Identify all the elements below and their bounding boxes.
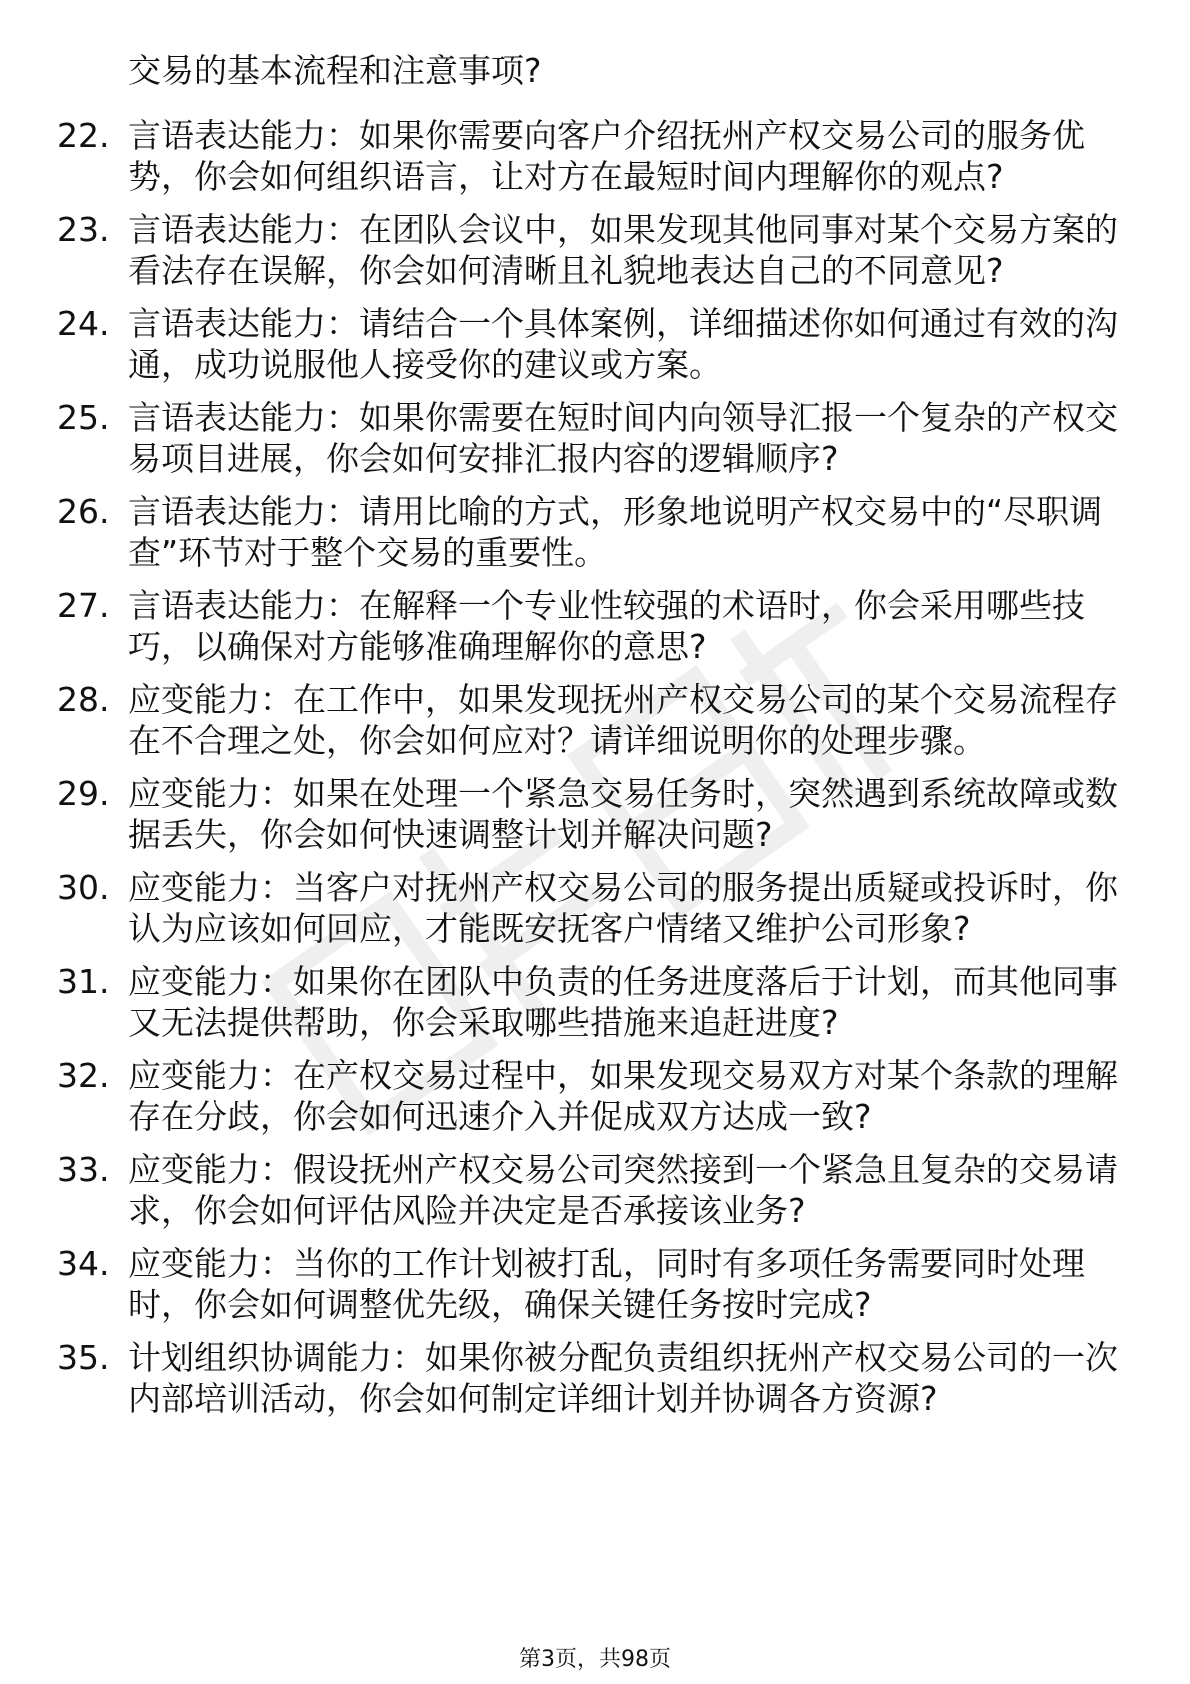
page-footer: 第3页，共98页 bbox=[519, 1647, 671, 1672]
list-item bbox=[0, 1055, 1118, 1137]
list-item bbox=[0, 397, 1118, 479]
question-text: 言语表达能力：在团队会议中，如果发现其他同事对某个交易方案的看法存在误解，你会如何清晰且礼貌地表达自己的不同意见? bbox=[128, 210, 1118, 290]
question-number: 28. bbox=[57, 680, 110, 719]
question-text: 言语表达能力：如果你需要在短时间内向领导汇报一个复杂的产权交易项目进展，你会如何安排汇报内容的逻辑顺序? bbox=[128, 398, 1118, 478]
list-item bbox=[0, 209, 1118, 291]
list-item bbox=[0, 115, 1118, 197]
question-number: 31. bbox=[57, 962, 110, 1001]
question-text: 言语表达能力：请结合一个具体案例，详细描述你如何通过有效的沟通，成功说服他人接受你的建议或方案。 bbox=[128, 304, 1118, 384]
list-item bbox=[0, 867, 1118, 949]
question-text: 言语表达能力：请用比喻的方式，形象地说明产权交易中的“尽职调查”环节对于整个交易的重要性。 bbox=[128, 492, 1103, 572]
question-number: 26. bbox=[57, 492, 110, 531]
question-text: 应变能力：如果你在团队中负责的任务进度落后于计划，而其他同事又无法提供帮助，你会采取哪些措施来追赶进度? bbox=[128, 962, 1118, 1042]
list-item bbox=[0, 1337, 1118, 1419]
question-text: 应变能力：在产权交易过程中，如果发现交易双方对某个条款的理解存在分歧，你会如何迅速介入并促成双方达成一致? bbox=[128, 1056, 1118, 1136]
list-item bbox=[0, 491, 1118, 573]
question-text: 应变能力：当你的工作计划被打乱，同时有多项任务需要同时处理时，你会如何调整优先级，确保关键任务按时完成? bbox=[128, 1244, 1085, 1324]
question-text: 应变能力：如果在处理一个紧急交易任务时，突然遇到系统故障或数据丢失，你会如何快速调整计划并解决问题? bbox=[128, 774, 1118, 854]
question-list bbox=[0, 115, 1190, 1431]
list-item bbox=[0, 303, 1118, 385]
question-number: 23. bbox=[57, 210, 110, 249]
question-text: 言语表达能力：在解释一个专业性较强的术语时，你会采用哪些技巧，以确保对方能够准确理解你的意思? bbox=[128, 586, 1085, 666]
list-item bbox=[0, 773, 1118, 855]
list-item bbox=[0, 585, 1118, 667]
question-text: 应变能力：假设抚州产权交易公司突然接到一个紧急且复杂的交易请求，你会如何评估风险并决定是否承接该业务? bbox=[128, 1150, 1118, 1230]
question-text: 计划组织协调能力：如果你被分配负责组织抚州产权交易公司的一次内部培训活动，你会如何制定详细计划并协调各方资源? bbox=[128, 1338, 1118, 1418]
list-item bbox=[0, 1243, 1118, 1325]
question-number: 34. bbox=[57, 1244, 110, 1283]
question-text: 应变能力：在工作中，如果发现抚州产权交易公司的某个交易流程存在不合理之处，你会如何应对？请详细说明你的处理步骤。 bbox=[128, 680, 1118, 760]
question-number: 29. bbox=[57, 774, 110, 813]
question-number: 25. bbox=[57, 398, 110, 437]
question-number: 27. bbox=[57, 586, 110, 625]
question-text: 言语表达能力：如果你需要向客户介绍抚州产权交易公司的服务优势，你会如何组织语言，让对方在最短时间内理解你的观点? bbox=[128, 116, 1085, 196]
question-number: 22. bbox=[57, 116, 110, 155]
question-number: 33. bbox=[57, 1150, 110, 1189]
list-item bbox=[0, 961, 1118, 1043]
list-item bbox=[0, 1149, 1118, 1231]
question-number: 35. bbox=[57, 1338, 110, 1377]
question-number: 30. bbox=[57, 868, 110, 907]
question-number: 32. bbox=[57, 1056, 110, 1095]
question-number: 24. bbox=[57, 304, 110, 343]
continuation-text: 交易的基本流程和注意事项? bbox=[128, 51, 542, 90]
list-item bbox=[0, 679, 1118, 761]
question-text: 应变能力：当客户对抚州产权交易公司的服务提出质疑或投诉时，你认为应该如何回应，才能既安抚客户情绪又维护公司形象? bbox=[128, 868, 1118, 948]
